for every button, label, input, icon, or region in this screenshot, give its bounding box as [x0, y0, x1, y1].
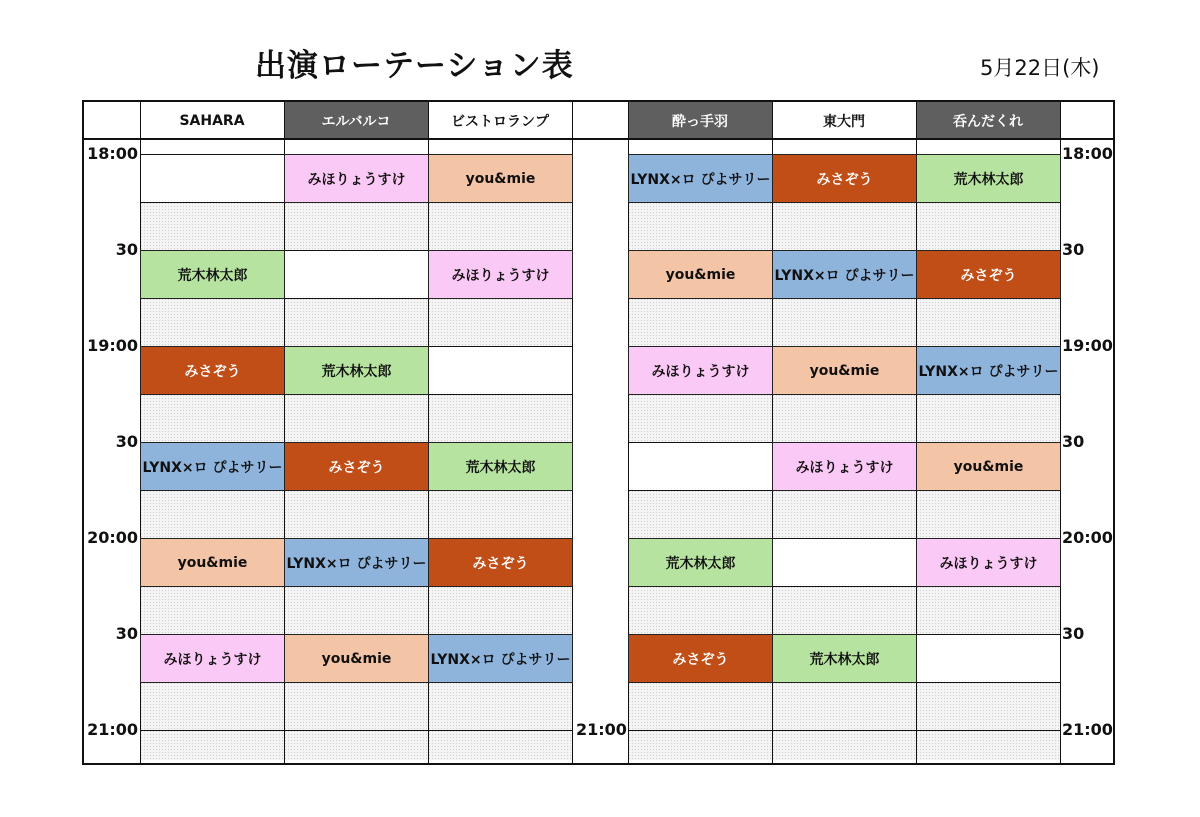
shaded-row: [284, 202, 428, 250]
performance-slot: LYNX×ロ ぴよサリー: [284, 538, 429, 587]
grid-line: [916, 634, 1060, 635]
performance-slot: 荒木林太郎: [916, 154, 1061, 203]
shaded-row: [772, 490, 916, 538]
header-divider: [84, 138, 1113, 140]
stage-header: エルバルコ: [284, 102, 428, 140]
grid-line: [284, 730, 428, 731]
performance-slot: LYNX×ロ ぴよサリー: [772, 250, 917, 299]
performance-slot: みさぞう: [772, 154, 917, 203]
performance-slot: you&mie: [772, 346, 917, 395]
grid-line: [428, 394, 572, 395]
grid-line: [140, 730, 284, 731]
performance-slot: you&mie: [428, 154, 573, 203]
performance-slot: みほりょうすけ: [772, 442, 917, 491]
shaded-row: [284, 298, 428, 346]
shaded-row: [140, 682, 284, 730]
performance-slot: みさぞう: [428, 538, 573, 587]
grid-line: [772, 730, 916, 731]
grid-line: [916, 682, 1060, 683]
stage-header: 酔っ手羽: [628, 102, 772, 140]
time-label-left: 18:00: [87, 144, 138, 163]
performance-slot: you&mie: [628, 250, 773, 299]
shaded-row: [140, 202, 284, 250]
shaded-row: [284, 682, 428, 730]
performance-slot: みほりょうすけ: [628, 346, 773, 395]
shaded-row: [916, 394, 1060, 442]
shaded-row: [428, 394, 572, 442]
performance-slot: みほりょうすけ: [916, 538, 1061, 587]
shaded-row: [428, 202, 572, 250]
shaded-row: [628, 298, 772, 346]
grid-line: [140, 202, 284, 203]
shaded-row: [284, 730, 428, 760]
performance-slot: 荒木林太郎: [628, 538, 773, 587]
grid-line: [628, 490, 772, 491]
stage-header: ビストロランプ: [428, 102, 572, 140]
performance-slot: you&mie: [140, 538, 285, 587]
grid-line: [772, 538, 916, 539]
performance-slot: LYNX×ロ ぴよサリー: [140, 442, 285, 491]
grid-line: [284, 250, 428, 251]
grid-line: [916, 730, 1060, 731]
time-label-left: 30: [115, 240, 138, 259]
shaded-row: [628, 682, 772, 730]
stage-header: 呑んだくれ: [916, 102, 1060, 140]
performance-slot: LYNX×ロ ぴよサリー: [628, 154, 773, 203]
performance-slot: みほりょうすけ: [428, 250, 573, 299]
grid-line: [284, 298, 428, 299]
shaded-row: [772, 202, 916, 250]
time-label-left: 30: [115, 624, 138, 643]
grid-line: [428, 730, 572, 731]
shaded-row: [916, 490, 1060, 538]
performance-slot: みほりょうすけ: [284, 154, 429, 203]
shaded-row: [140, 394, 284, 442]
performance-slot: みさぞう: [284, 442, 429, 491]
shaded-row: [628, 394, 772, 442]
shaded-row: [140, 298, 284, 346]
time-label-right: 19:00: [1062, 336, 1113, 355]
shaded-row: [284, 586, 428, 634]
shaded-row: [916, 202, 1060, 250]
time-label-left: 19:00: [87, 336, 138, 355]
stage-header: 東大門: [772, 102, 916, 140]
shaded-row: [772, 586, 916, 634]
shaded-row: [284, 394, 428, 442]
performance-slot: みほりょうすけ: [140, 634, 285, 683]
shaded-row: [140, 730, 284, 760]
grid-line: [772, 586, 916, 587]
time-label-right: 18:00: [1062, 144, 1113, 163]
shaded-row: [284, 490, 428, 538]
grid-line: [628, 730, 772, 731]
rotation-table: [82, 100, 1115, 765]
grid-line: [140, 154, 284, 155]
performance-slot: 荒木林太郎: [428, 442, 573, 491]
shaded-row: [916, 682, 1060, 730]
shaded-row: [772, 394, 916, 442]
shaded-row: [428, 730, 572, 760]
shaded-row: [628, 490, 772, 538]
shaded-row: [916, 730, 1060, 760]
time-label-right: 30: [1062, 624, 1085, 643]
shaded-row: [428, 490, 572, 538]
shaded-row: [628, 586, 772, 634]
stage-header: SAHARA: [140, 102, 284, 140]
shaded-row: [140, 490, 284, 538]
performance-slot: LYNX×ロ ぴよサリー: [916, 346, 1061, 395]
shaded-row: [428, 298, 572, 346]
time-label-left: 21:00: [87, 720, 138, 739]
time-label-right: 20:00: [1062, 528, 1113, 547]
shaded-row: [140, 586, 284, 634]
performance-slot: みさぞう: [140, 346, 285, 395]
performance-slot: you&mie: [916, 442, 1061, 491]
time-label-right: 30: [1062, 432, 1085, 451]
time-label-left: 30: [115, 432, 138, 451]
performance-slot: 荒木林太郎: [284, 346, 429, 395]
shaded-row: [772, 682, 916, 730]
performance-slot: you&mie: [284, 634, 429, 683]
performance-slot: 荒木林太郎: [140, 250, 285, 299]
page-title: 出演ローテーション表: [255, 48, 574, 84]
shaded-row: [428, 682, 572, 730]
performance-slot: LYNX×ロ ぴよサリー: [428, 634, 573, 683]
performance-slot: みさぞう: [916, 250, 1061, 299]
grid-line: [628, 442, 772, 443]
performance-slot: みさぞう: [628, 634, 773, 683]
shaded-row: [428, 586, 572, 634]
shaded-row: [628, 202, 772, 250]
shaded-row: [916, 586, 1060, 634]
schedule-date: 5月22日(木): [980, 56, 1100, 80]
time-label-right: 21:00: [1062, 720, 1113, 739]
shaded-row: [628, 730, 772, 760]
performance-slot: 荒木林太郎: [772, 634, 917, 683]
shaded-row: [916, 298, 1060, 346]
shaded-row: [772, 730, 916, 760]
time-label-left: 20:00: [87, 528, 138, 547]
time-label-right: 30: [1062, 240, 1085, 259]
grid-line: [428, 346, 572, 347]
shaded-row: [772, 298, 916, 346]
time-label-middle: 21:00: [576, 720, 627, 739]
